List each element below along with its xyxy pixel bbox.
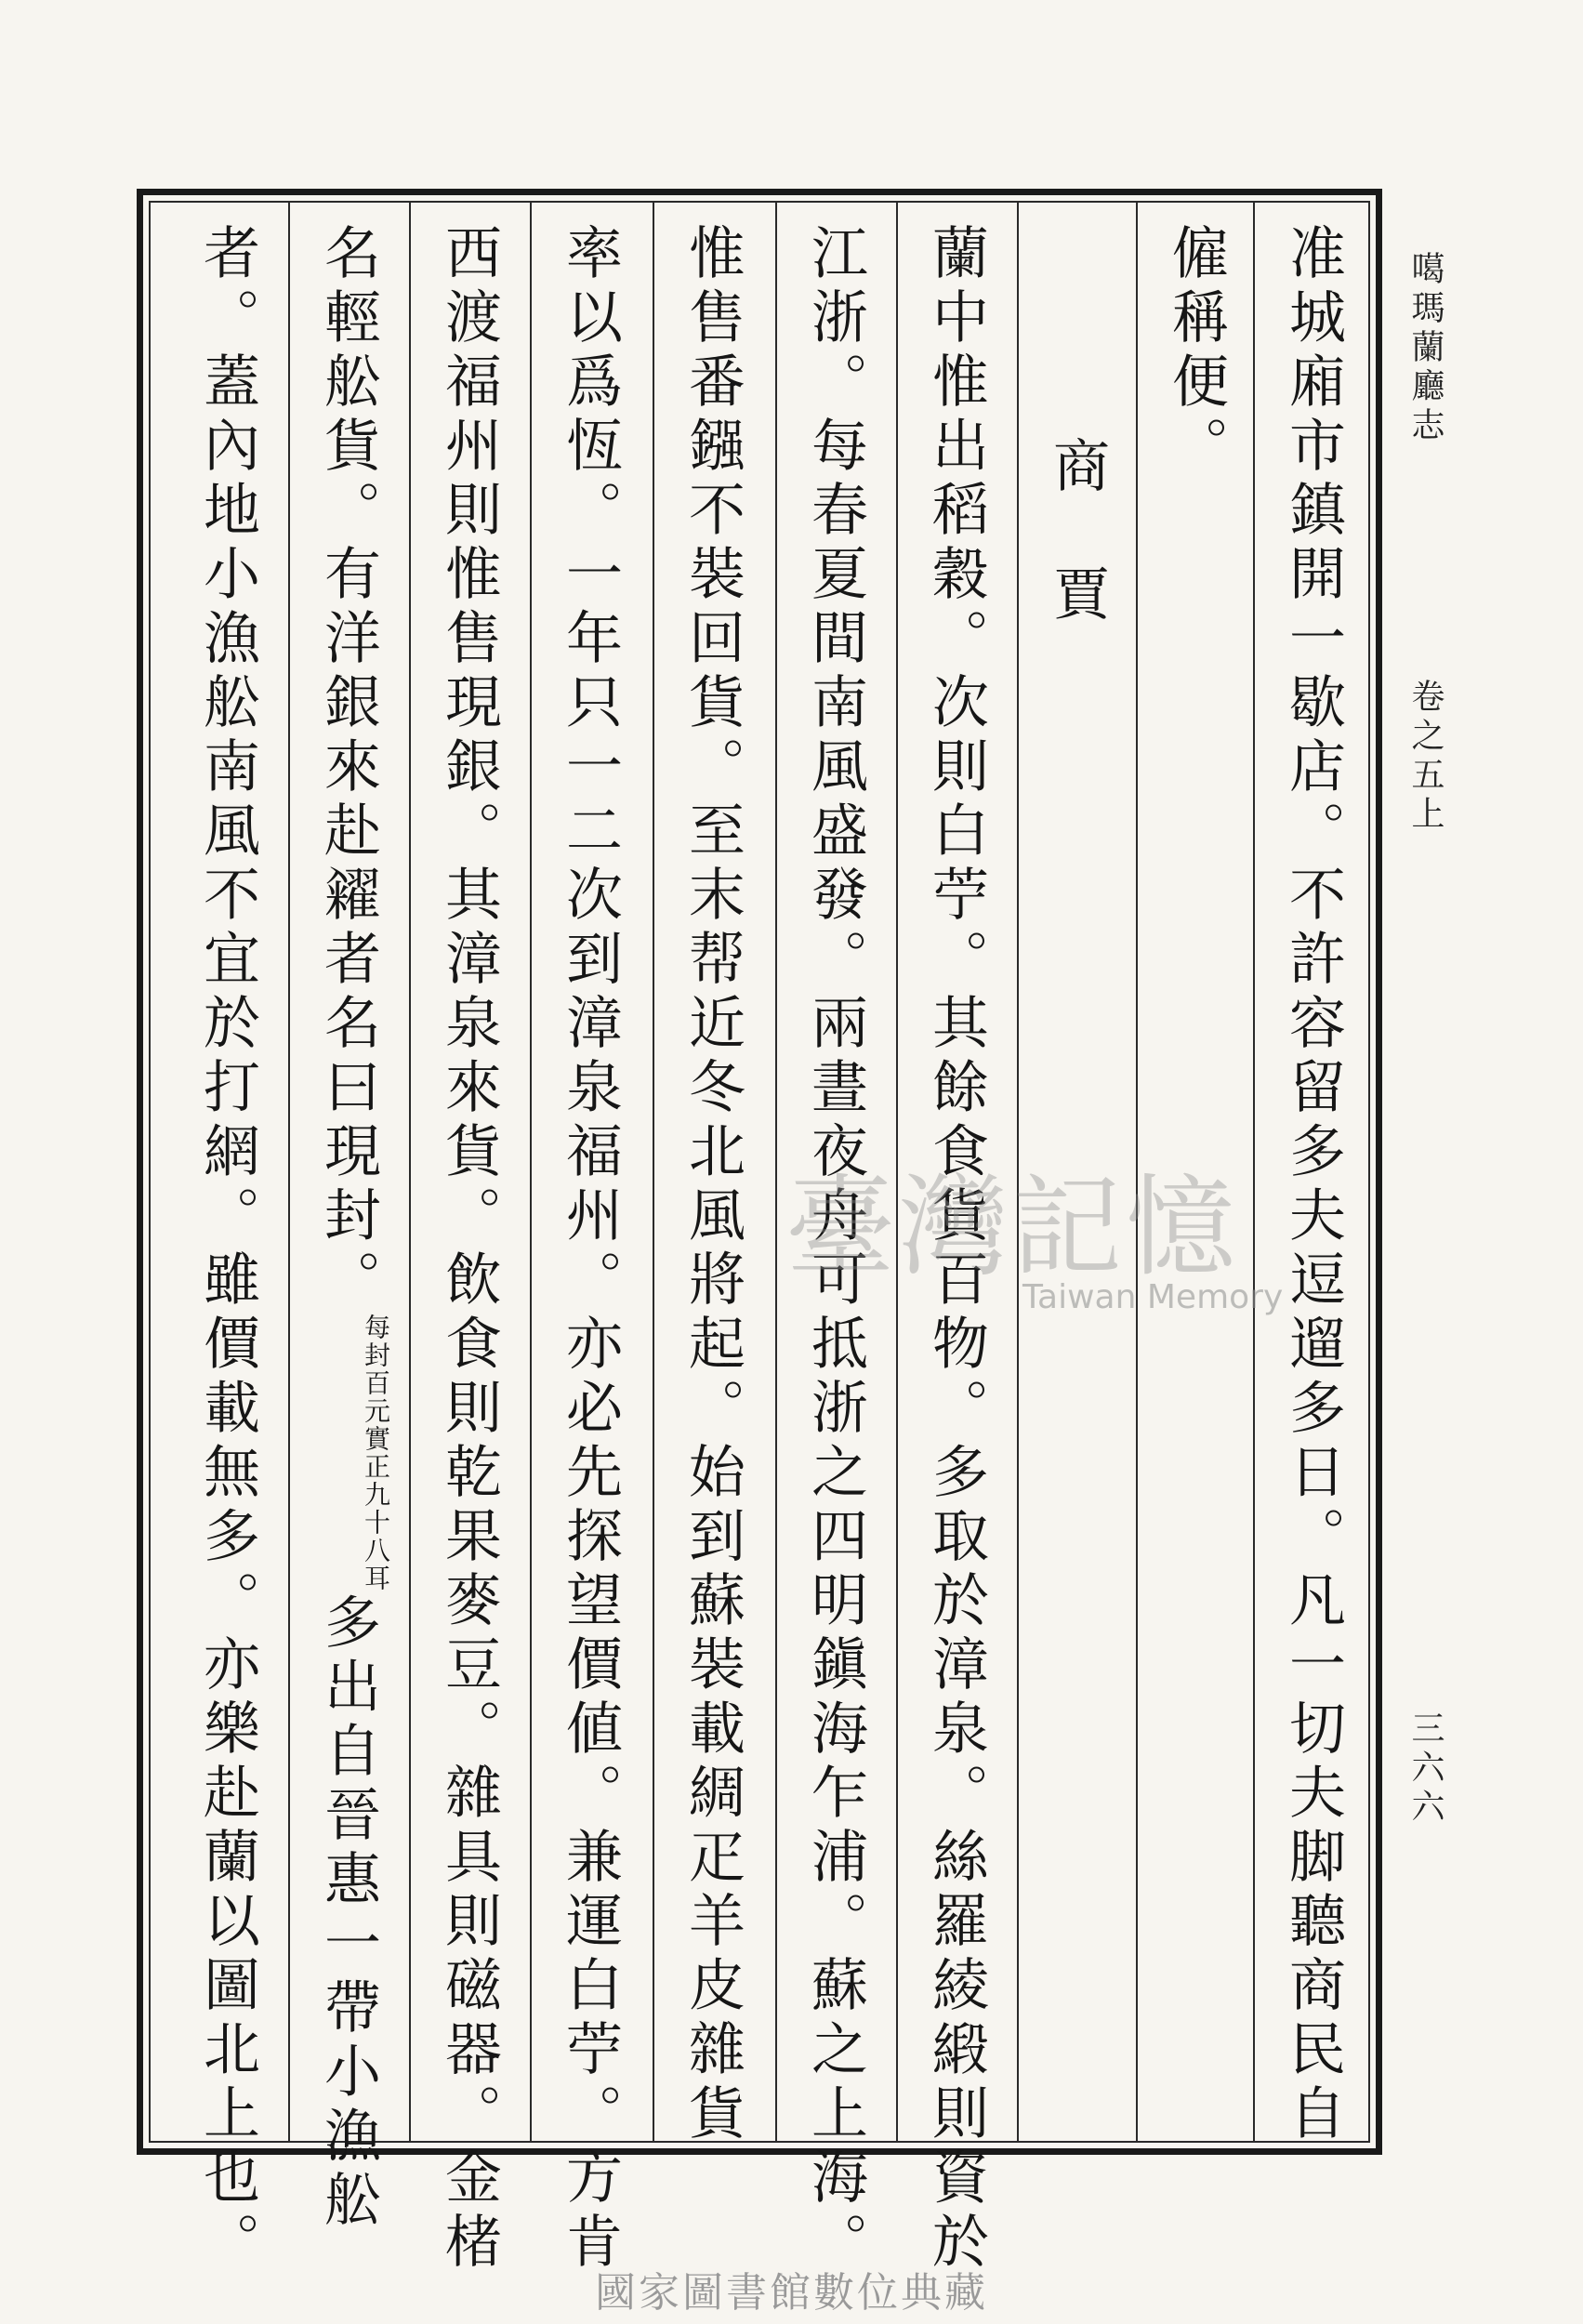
- section-heading: 商 賈: [1044, 372, 1110, 628]
- watermark-logo: 臺灣記憶: [785, 1163, 1240, 1291]
- column-rule: [409, 201, 411, 2143]
- text-column-5: 江浙。每春夏間南風盛發。兩晝夜舟可抵浙之四明鎭海乍浦。蘇之上海。: [802, 223, 868, 2276]
- text-column-6: 惟售番鏹不裝回貨。至末帮近冬北風將起。始到蘇裝載綢疋羊皮雜貨: [679, 223, 745, 2147]
- volume-label: 卷之五上: [1406, 679, 1444, 835]
- column-rule: [653, 201, 654, 2143]
- column-rule: [1253, 201, 1255, 2143]
- text-column-8: 西渡福州則惟售現銀。其漳泉來貨。飲食則乾果麥豆。雜具則磁器。金楮: [436, 223, 502, 2276]
- interlinear-note-right: 每封百元實: [361, 1314, 391, 1453]
- text-column-9: [301, 223, 394, 2234]
- interlinear-note-left: 正九十八耳: [361, 1453, 391, 1592]
- text-column-9-main: 名輕舩貨。有洋銀來赴糴者名曰現封。: [315, 223, 381, 1314]
- column-rule: [530, 201, 532, 2143]
- text-column-7: 率以爲恆。一年只一二次到漳泉福州。亦必先探望價値。兼運白苧。方肯: [557, 223, 623, 2276]
- page-number: 三六六: [1406, 1710, 1444, 1828]
- text-column-9-tail: 多出自晉惠一帶小漁舩: [315, 1592, 381, 2234]
- text-column-4: 蘭中惟出稻穀。次則白苧。其餘食貨百物。多取於漳泉。絲羅綾緞則資於: [923, 223, 989, 2276]
- column-rule: [775, 201, 777, 2143]
- book-title: 噶瑪蘭廳志: [1406, 251, 1444, 446]
- text-column-2: 僱稱便。: [1163, 223, 1229, 480]
- text-column-1: 准城廂市鎮開一歇店。不許容留多夫逗遛多日。凡一切夫脚聽商民自: [1280, 223, 1346, 2147]
- watermark-subtext: Taiwan Memory: [1022, 1278, 1284, 1316]
- text-column-10: 者。蓋內地小漁舩南風不宜於打網。雖價載無多。亦樂赴蘭以圖北上也。: [194, 223, 260, 2276]
- column-rule: [288, 201, 290, 2143]
- footer-credit: 國家圖書館數位典藏: [595, 2269, 988, 2317]
